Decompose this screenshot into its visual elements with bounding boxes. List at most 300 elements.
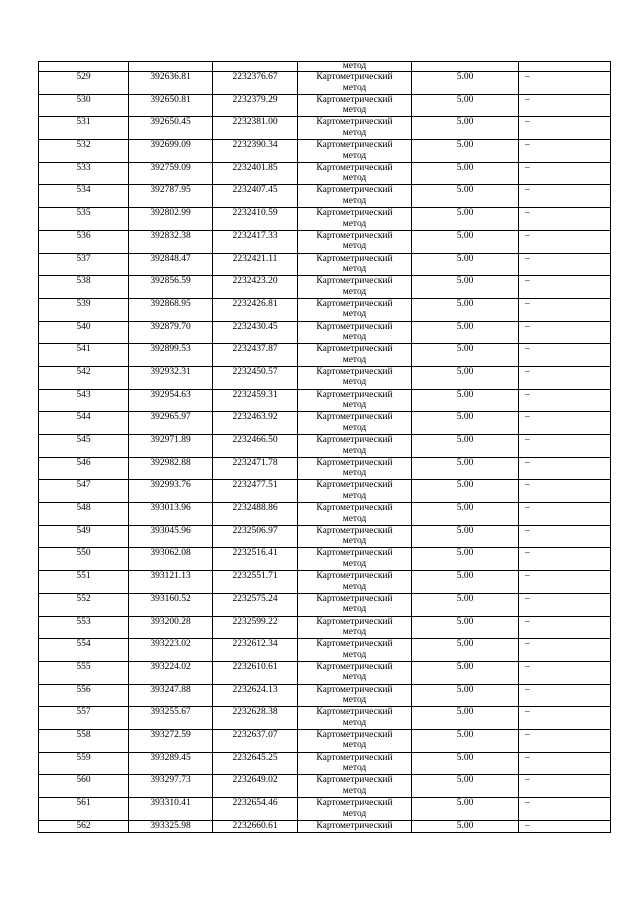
cell-num: 548 bbox=[39, 503, 129, 526]
method-line-1: Картометрический bbox=[316, 480, 393, 491]
cell-num: 561 bbox=[39, 798, 129, 821]
cell-x: 392971.89 bbox=[129, 435, 213, 458]
cell-note: – bbox=[519, 820, 611, 832]
method-line-2: метод bbox=[342, 536, 367, 547]
cell-num: 530 bbox=[39, 94, 129, 117]
table-row bbox=[39, 253, 611, 276]
cell-y: 2232466.50 bbox=[213, 435, 298, 458]
method-line-1: Картометрический bbox=[316, 593, 393, 604]
cell-method bbox=[298, 480, 412, 503]
cell-num: 545 bbox=[39, 435, 129, 458]
cell-precision: 5.00 bbox=[412, 729, 519, 752]
cell-num: 542 bbox=[39, 366, 129, 389]
cell-method bbox=[298, 62, 412, 72]
method-line-1: Картометрический bbox=[316, 616, 393, 627]
cell-num: 536 bbox=[39, 230, 129, 253]
cell-note: – bbox=[519, 571, 611, 594]
cell-x: 393247.88 bbox=[129, 684, 213, 707]
method-line-2: метод bbox=[342, 82, 367, 93]
method-line-1: Картометрический bbox=[316, 389, 393, 400]
cell-note: – bbox=[519, 457, 611, 480]
method-line-1: Картометрический bbox=[316, 752, 393, 763]
cell-y: 2232628.38 bbox=[213, 707, 298, 730]
cell-method bbox=[298, 435, 412, 458]
cell-y: 2232459.31 bbox=[213, 389, 298, 412]
method-line-2: метод bbox=[342, 173, 367, 184]
cell-precision: 5.00 bbox=[412, 208, 519, 231]
cell-method bbox=[298, 525, 412, 548]
table-row bbox=[39, 548, 611, 571]
cell-y: 2232471.78 bbox=[213, 457, 298, 480]
table-row bbox=[39, 616, 611, 639]
cell-num: 540 bbox=[39, 321, 129, 344]
cell-x: 392856.59 bbox=[129, 276, 213, 299]
cell-note: – bbox=[519, 162, 611, 185]
cell-precision: 5.00 bbox=[412, 72, 519, 95]
method-line-2: метод bbox=[342, 581, 367, 592]
method-line-2: метод bbox=[342, 264, 367, 274]
cell-x: 392932.31 bbox=[129, 366, 213, 389]
method-line-1: Картометрический bbox=[316, 571, 393, 582]
cell-precision: 5.00 bbox=[412, 639, 519, 662]
cell-x: 393062.08 bbox=[129, 548, 213, 571]
method-line-2: метод bbox=[342, 195, 367, 206]
cell-x: 393297.73 bbox=[129, 775, 213, 798]
cell-num: 559 bbox=[39, 752, 129, 775]
cell-precision: 5.00 bbox=[412, 775, 519, 798]
table-row bbox=[39, 457, 611, 480]
cell-method bbox=[298, 571, 412, 594]
method-line-2: метод bbox=[342, 763, 367, 774]
cell-precision: 5.00 bbox=[412, 820, 519, 832]
cell-x: 392965.97 bbox=[129, 412, 213, 435]
cell-num: 555 bbox=[39, 661, 129, 684]
method-line-2: метод bbox=[342, 400, 367, 411]
method-line-2: метод bbox=[342, 513, 367, 524]
cell-x bbox=[129, 62, 213, 72]
table-row bbox=[39, 298, 611, 321]
cell-method bbox=[298, 162, 412, 185]
method-line-1: Картометрический bbox=[316, 729, 393, 740]
cell-y: 2232376.67 bbox=[213, 72, 298, 95]
table-row bbox=[39, 321, 611, 344]
table-row bbox=[39, 571, 611, 594]
table-row bbox=[39, 389, 611, 412]
cell-precision: 5.00 bbox=[412, 548, 519, 571]
cell-method bbox=[298, 684, 412, 707]
table-row bbox=[39, 480, 611, 503]
method-line-1: Картометрический bbox=[316, 525, 393, 536]
method-line-1: Картометрический bbox=[316, 185, 393, 196]
coordinates-table bbox=[38, 61, 611, 833]
cell-note: – bbox=[519, 389, 611, 412]
table-row bbox=[39, 661, 611, 684]
cell-num: 549 bbox=[39, 525, 129, 548]
cell-precision: 5.00 bbox=[412, 230, 519, 253]
table-row bbox=[39, 775, 611, 798]
cell-note: – bbox=[519, 639, 611, 662]
cell-method bbox=[298, 616, 412, 639]
cell-note: – bbox=[519, 185, 611, 208]
table-row bbox=[39, 729, 611, 752]
cell-note: – bbox=[519, 117, 611, 140]
cell-y: 2232430.45 bbox=[213, 321, 298, 344]
table-row bbox=[39, 639, 611, 662]
cell-method bbox=[298, 639, 412, 662]
method-line-1: Картометрический bbox=[316, 162, 393, 173]
cell-method bbox=[298, 412, 412, 435]
coordinates-table-body bbox=[39, 62, 611, 833]
cell-x: 393045.96 bbox=[129, 525, 213, 548]
cell-method bbox=[298, 298, 412, 321]
cell-method bbox=[298, 389, 412, 412]
cell-method bbox=[298, 548, 412, 571]
cell-y: 2232381.00 bbox=[213, 117, 298, 140]
cell-y: 2232390.34 bbox=[213, 140, 298, 163]
method-line-1: Картометрический bbox=[316, 344, 393, 355]
cell-y: 2232599.22 bbox=[213, 616, 298, 639]
cell-y: 2232654.46 bbox=[213, 798, 298, 821]
cell-method bbox=[298, 230, 412, 253]
cell-x: 393310.41 bbox=[129, 798, 213, 821]
cell-note: – bbox=[519, 140, 611, 163]
method-line-1: Картометрический bbox=[316, 707, 393, 718]
cell-precision: 5.00 bbox=[412, 525, 519, 548]
method-line-2: метод bbox=[342, 649, 367, 660]
cell-y: 2232417.33 bbox=[213, 230, 298, 253]
cell-precision: 5.00 bbox=[412, 571, 519, 594]
cell-x: 392879.70 bbox=[129, 321, 213, 344]
cell-method bbox=[298, 707, 412, 730]
cell-method bbox=[298, 752, 412, 775]
cell-x: 393013.96 bbox=[129, 503, 213, 526]
cell-method bbox=[298, 117, 412, 140]
cell-y: 2232477.51 bbox=[213, 480, 298, 503]
cell-method bbox=[298, 253, 412, 276]
cell-y: 2232463.92 bbox=[213, 412, 298, 435]
cell-y: 2232551.71 bbox=[213, 571, 298, 594]
cell-precision: 5.00 bbox=[412, 162, 519, 185]
table-row bbox=[39, 208, 611, 231]
cell-note: – bbox=[519, 253, 611, 276]
cell-num: 535 bbox=[39, 208, 129, 231]
cell-y: 2232649.02 bbox=[213, 775, 298, 798]
cell-note: – bbox=[519, 593, 611, 616]
table-row bbox=[39, 140, 611, 163]
cell-num: 539 bbox=[39, 298, 129, 321]
cell-method bbox=[298, 798, 412, 821]
cell-method bbox=[298, 457, 412, 480]
cell-num: 562 bbox=[39, 820, 129, 832]
method-line-1: Картометрический bbox=[316, 412, 393, 423]
method-line-2: метод bbox=[342, 218, 367, 229]
cell-y: 2232645.25 bbox=[213, 752, 298, 775]
cell-method bbox=[298, 208, 412, 231]
table-row bbox=[39, 820, 611, 832]
cell-num bbox=[39, 62, 129, 72]
cell-precision: 5.00 bbox=[412, 276, 519, 299]
cell-precision: 5.00 bbox=[412, 457, 519, 480]
cell-note: – bbox=[519, 752, 611, 775]
method-line-1: Картометрический bbox=[316, 276, 393, 287]
cell-method bbox=[298, 729, 412, 752]
method-line-1: Картометрический bbox=[316, 435, 393, 445]
method-line-2: метод bbox=[342, 808, 367, 819]
table-row bbox=[39, 798, 611, 821]
cell-x: 393160.52 bbox=[129, 593, 213, 616]
cell-num: 557 bbox=[39, 707, 129, 730]
method-line-2: метод bbox=[342, 558, 367, 569]
cell-x: 392636.81 bbox=[129, 72, 213, 95]
cell-x: 392650.81 bbox=[129, 94, 213, 117]
cell-note: – bbox=[519, 366, 611, 389]
cell-note: – bbox=[519, 94, 611, 117]
method-line-1: Картометрический bbox=[316, 503, 393, 514]
method-line-1: Картометрический bbox=[316, 253, 393, 264]
cell-y: 2232488.86 bbox=[213, 503, 298, 526]
cell-precision: 5.00 bbox=[412, 412, 519, 435]
cell-y: 2232379.29 bbox=[213, 94, 298, 117]
cell-note: – bbox=[519, 72, 611, 95]
table-row bbox=[39, 94, 611, 117]
method-line-1: Картометрический bbox=[316, 72, 393, 82]
cell-method bbox=[298, 593, 412, 616]
cell-note: – bbox=[519, 298, 611, 321]
cell-note: – bbox=[519, 435, 611, 458]
method-tail-text: метод bbox=[342, 61, 367, 71]
method-line-1: Картометрический bbox=[316, 820, 393, 831]
method-line-1: Картометрический bbox=[316, 457, 393, 468]
cell-num: 546 bbox=[39, 457, 129, 480]
cell-num: 531 bbox=[39, 117, 129, 140]
continuation-row bbox=[39, 62, 611, 72]
table-row bbox=[39, 752, 611, 775]
cell-precision: 5.00 bbox=[412, 298, 519, 321]
method-line-2: метод bbox=[342, 717, 367, 728]
cell-x: 393325.98 bbox=[129, 820, 213, 832]
cell-y: 2232426.81 bbox=[213, 298, 298, 321]
method-line-1: Картометрический bbox=[316, 639, 393, 650]
method-line-1: Картометрический bbox=[316, 366, 393, 377]
cell-note: – bbox=[519, 503, 611, 526]
cell-num: 553 bbox=[39, 616, 129, 639]
table-row bbox=[39, 366, 611, 389]
cell-method bbox=[298, 661, 412, 684]
cell-note: – bbox=[519, 276, 611, 299]
table-row bbox=[39, 435, 611, 458]
cell-x: 392848.47 bbox=[129, 253, 213, 276]
cell-method bbox=[298, 94, 412, 117]
cell-precision: 5.00 bbox=[412, 480, 519, 503]
table-row bbox=[39, 276, 611, 299]
method-line-2: метод bbox=[342, 468, 367, 479]
cell-note: – bbox=[519, 661, 611, 684]
cell-precision: 5.00 bbox=[412, 185, 519, 208]
cell-y: 2232660.61 bbox=[213, 820, 298, 832]
method-line-2: метод bbox=[342, 127, 367, 138]
method-line-2: метод bbox=[342, 627, 367, 637]
cell-x: 392787.95 bbox=[129, 185, 213, 208]
cell-precision: 5.00 bbox=[412, 253, 519, 276]
table-row bbox=[39, 344, 611, 367]
cell-note: – bbox=[519, 775, 611, 798]
cell-method bbox=[298, 276, 412, 299]
cell-precision: 5.00 bbox=[412, 117, 519, 140]
method-line-2: метод bbox=[342, 286, 367, 297]
cell-num: 556 bbox=[39, 684, 129, 707]
cell-precision bbox=[412, 62, 519, 72]
method-line-1: Картометрический bbox=[316, 94, 393, 105]
cell-x: 393223.02 bbox=[129, 639, 213, 662]
method-line-2: метод bbox=[342, 377, 367, 388]
cell-precision: 5.00 bbox=[412, 140, 519, 163]
cell-num: 529 bbox=[39, 72, 129, 95]
method-line-1: Картометрический bbox=[316, 548, 393, 559]
cell-note: – bbox=[519, 344, 611, 367]
method-line-2: метод bbox=[342, 604, 367, 615]
cell-precision: 5.00 bbox=[412, 344, 519, 367]
cell-num: 538 bbox=[39, 276, 129, 299]
method-line-2: метод bbox=[342, 740, 367, 751]
cell-y: 2232437.87 bbox=[213, 344, 298, 367]
method-line-1: Картометрический bbox=[316, 798, 393, 808]
cell-num: 532 bbox=[39, 140, 129, 163]
cell-num: 544 bbox=[39, 412, 129, 435]
table-row bbox=[39, 684, 611, 707]
method-line-1: Картометрический bbox=[316, 684, 393, 695]
method-line-2: метод bbox=[342, 672, 367, 683]
cell-method bbox=[298, 344, 412, 367]
cell-y: 2232450.57 bbox=[213, 366, 298, 389]
cell-num: 558 bbox=[39, 729, 129, 752]
cell-precision: 5.00 bbox=[412, 661, 519, 684]
method-line-1: Картометрический bbox=[316, 140, 393, 151]
cell-x: 393121.13 bbox=[129, 571, 213, 594]
cell-precision: 5.00 bbox=[412, 752, 519, 775]
method-line-2: метод bbox=[342, 332, 367, 343]
table-row bbox=[39, 162, 611, 185]
table-row bbox=[39, 72, 611, 95]
cell-y: 2232612.34 bbox=[213, 639, 298, 662]
cell-note: – bbox=[519, 729, 611, 752]
table-row bbox=[39, 185, 611, 208]
cell-x: 392650.45 bbox=[129, 117, 213, 140]
cell-num: 560 bbox=[39, 775, 129, 798]
cell-note: – bbox=[519, 480, 611, 503]
cell-num: 533 bbox=[39, 162, 129, 185]
method-line-1: Картометрический bbox=[316, 298, 393, 309]
cell-x: 392802.99 bbox=[129, 208, 213, 231]
cell-note: – bbox=[519, 684, 611, 707]
cell-y bbox=[213, 62, 298, 72]
cell-method bbox=[298, 140, 412, 163]
cell-note bbox=[519, 62, 611, 72]
method-line-2: метод bbox=[342, 445, 367, 456]
cell-x: 393272.59 bbox=[129, 729, 213, 752]
table-row bbox=[39, 707, 611, 730]
cell-y: 2232637.07 bbox=[213, 729, 298, 752]
cell-method bbox=[298, 72, 412, 95]
method-line-1: Картометрический bbox=[316, 321, 393, 332]
cell-x: 392868.95 bbox=[129, 298, 213, 321]
cell-note: – bbox=[519, 707, 611, 730]
table-row bbox=[39, 593, 611, 616]
cell-x: 393224.02 bbox=[129, 661, 213, 684]
cell-x: 392899.53 bbox=[129, 344, 213, 367]
cell-y: 2232407.45 bbox=[213, 185, 298, 208]
cell-note: – bbox=[519, 321, 611, 344]
cell-x: 392982.88 bbox=[129, 457, 213, 480]
cell-note: – bbox=[519, 616, 611, 639]
method-line-2: метод bbox=[342, 309, 367, 320]
cell-note: – bbox=[519, 548, 611, 571]
method-line-1: Картометрический bbox=[316, 117, 393, 128]
cell-note: – bbox=[519, 412, 611, 435]
cell-method bbox=[298, 366, 412, 389]
cell-num: 547 bbox=[39, 480, 129, 503]
cell-num: 551 bbox=[39, 571, 129, 594]
cell-x: 393289.45 bbox=[129, 752, 213, 775]
cell-num: 543 bbox=[39, 389, 129, 412]
cell-y: 2232506.97 bbox=[213, 525, 298, 548]
method-line-2: метод bbox=[342, 785, 367, 796]
cell-precision: 5.00 bbox=[412, 707, 519, 730]
cell-num: 534 bbox=[39, 185, 129, 208]
cell-num: 552 bbox=[39, 593, 129, 616]
table-row bbox=[39, 525, 611, 548]
table-row bbox=[39, 230, 611, 253]
method-line-2: метод bbox=[342, 354, 367, 365]
cell-y: 2232624.13 bbox=[213, 684, 298, 707]
method-line-1: Картометрический bbox=[316, 775, 393, 786]
cell-y: 2232401.85 bbox=[213, 162, 298, 185]
cell-y: 2232421.11 bbox=[213, 253, 298, 276]
cell-num: 541 bbox=[39, 344, 129, 367]
cell-y: 2232410.59 bbox=[213, 208, 298, 231]
cell-num: 537 bbox=[39, 253, 129, 276]
table-row bbox=[39, 503, 611, 526]
cell-x: 392993.76 bbox=[129, 480, 213, 503]
cell-note: – bbox=[519, 798, 611, 821]
table-row bbox=[39, 412, 611, 435]
cell-precision: 5.00 bbox=[412, 798, 519, 821]
cell-precision: 5.00 bbox=[412, 389, 519, 412]
cell-note: – bbox=[519, 208, 611, 231]
cell-method bbox=[298, 185, 412, 208]
cell-precision: 5.00 bbox=[412, 684, 519, 707]
method-line-1: Картометрический bbox=[316, 230, 393, 241]
cell-x: 392832.38 bbox=[129, 230, 213, 253]
cell-method bbox=[298, 820, 412, 832]
cell-precision: 5.00 bbox=[412, 321, 519, 344]
cell-method bbox=[298, 503, 412, 526]
cell-method bbox=[298, 321, 412, 344]
method-line-1: Картометрический bbox=[316, 208, 393, 219]
cell-y: 2232516.41 bbox=[213, 548, 298, 571]
cell-y: 2232423.20 bbox=[213, 276, 298, 299]
cell-note: – bbox=[519, 230, 611, 253]
cell-precision: 5.00 bbox=[412, 435, 519, 458]
method-line-2: метод bbox=[342, 105, 367, 116]
method-line-2: метод bbox=[342, 241, 367, 252]
cell-precision: 5.00 bbox=[412, 616, 519, 639]
cell-num: 550 bbox=[39, 548, 129, 571]
cell-x: 392954.63 bbox=[129, 389, 213, 412]
cell-x: 393200.28 bbox=[129, 616, 213, 639]
method-line-2: метод bbox=[342, 695, 367, 706]
cell-precision: 5.00 bbox=[412, 593, 519, 616]
cell-x: 393255.67 bbox=[129, 707, 213, 730]
